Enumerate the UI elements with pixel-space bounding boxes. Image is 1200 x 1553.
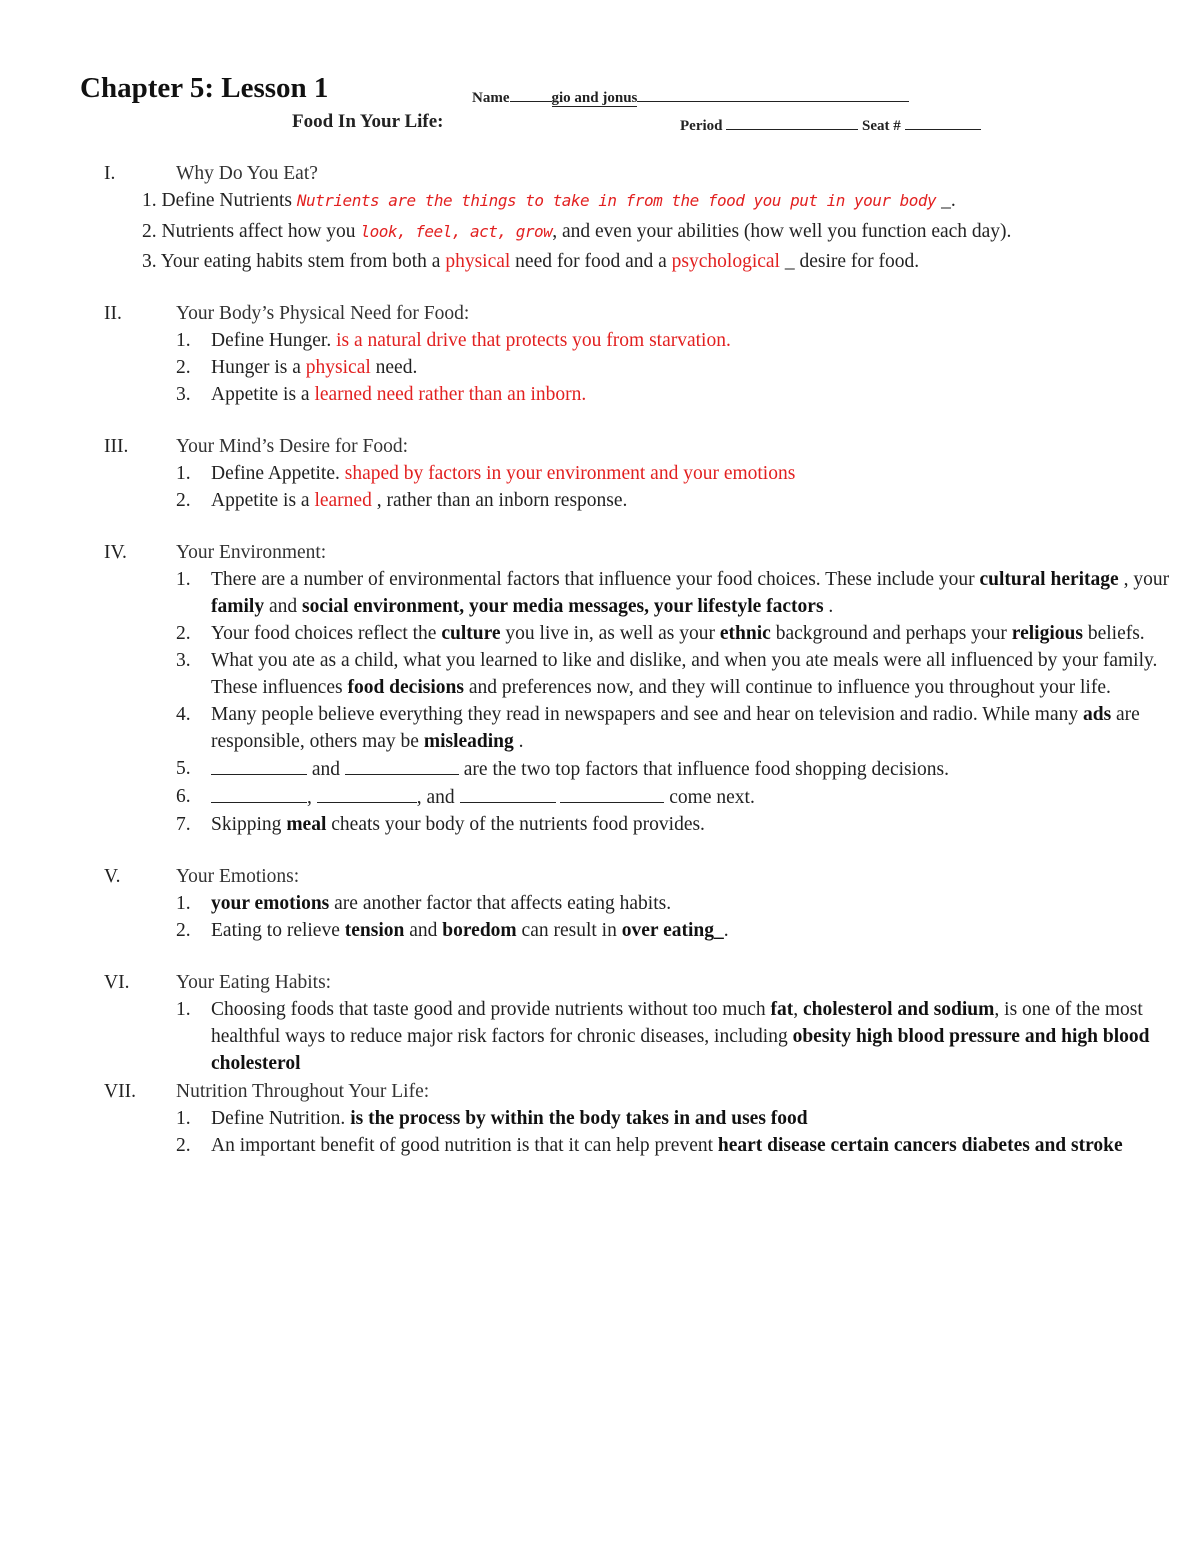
list-item: 5. and are the two top factors that influence food shopping decisions. bbox=[176, 755, 1200, 783]
section-heading: Your Body’s Physical Need for Food: bbox=[176, 303, 470, 324]
list-item: 2. Nutrients affect how you look, feel, act, grow, and even your abilities (how well you function each day). bbox=[142, 221, 1012, 242]
blank-line bbox=[211, 755, 307, 775]
list-item: 4. Many people believe everything they read in newspapers and see and hear on television and radio. While many ads are responsible, others may be misleading . bbox=[176, 704, 1140, 752]
list-item: 6. , , and come next. bbox=[176, 783, 1200, 811]
answer-text: physical bbox=[305, 357, 371, 378]
section-why-eat bbox=[0, 160, 1200, 275]
blank-line bbox=[345, 755, 459, 775]
section-numeral: III. bbox=[104, 436, 129, 457]
name-label: Name bbox=[472, 90, 510, 106]
period-seat-fields bbox=[680, 114, 981, 135]
section-mind-desire bbox=[0, 433, 1200, 514]
handwritten-answer: Nutrients are the things to take in from the food you put in your body bbox=[296, 191, 937, 210]
list-item: 3. Your eating habits stem from both a physical need for food and a psychological _ desire for food. bbox=[142, 251, 920, 272]
section-heading: Nutrition Throughout Your Life: bbox=[176, 1081, 430, 1102]
section-nutrition-life bbox=[0, 1078, 1200, 1159]
section-numeral: I. bbox=[104, 163, 116, 184]
section-numeral: VI. bbox=[104, 972, 130, 993]
answer-text: learned need rather than an inborn. bbox=[314, 384, 587, 405]
blank-line bbox=[460, 783, 556, 803]
page-subtitle: Food In Your Life: bbox=[292, 111, 444, 132]
list-item: 1. Define Appetite. shaped by factors in your environment and your emotions bbox=[176, 463, 796, 484]
section-numeral: VII. bbox=[104, 1081, 136, 1102]
section-heading: Your Emotions: bbox=[176, 866, 300, 887]
section-numeral: IV. bbox=[104, 542, 127, 563]
list-item: 1. your emotions are another factor that affects eating habits. bbox=[176, 893, 672, 914]
section-physical-need bbox=[0, 300, 1200, 408]
list-item: 1. Define Hunger. is a natural drive that protects you from starvation. bbox=[176, 330, 731, 351]
list-item: 2. Hunger is a physical need. bbox=[176, 357, 418, 378]
list-item: 2. An important benefit of good nutrition is that it can help prevent heart disease certain cancers diabetes and stroke bbox=[176, 1135, 1123, 1156]
section-heading: Your Eating Habits: bbox=[176, 972, 332, 993]
section-heading: Why Do You Eat? bbox=[176, 163, 318, 184]
name-value: gio and jonus bbox=[551, 90, 638, 106]
answer-text: shaped by factors in your environment and your emotions bbox=[344, 463, 796, 484]
list-item: 3. What you ate as a child, what you learned to like and dislike, and when you ate meals were all influenced by your family. These influences food decisions and preferences now, and they will continue to influence you throughout your life. bbox=[176, 650, 1158, 698]
section-heading: Your Mind’s Desire for Food: bbox=[176, 436, 409, 457]
section-numeral: V. bbox=[104, 866, 121, 887]
answer-text: learned bbox=[314, 490, 372, 511]
answer-text: physical bbox=[445, 251, 511, 272]
list-item: 1. Choosing foods that taste good and provide nutrients without too much fat, cholesterol and sodium, is one of the most healthful ways to reduce major risk factors for chronic diseases, including obesity high blood pressure and high blood cholesterol bbox=[176, 999, 1150, 1074]
period-label: Period bbox=[680, 118, 723, 134]
list-item: 2. Appetite is a learned , rather than an inborn response. bbox=[176, 490, 628, 511]
list-item: 1. Define Nutrition. is the process by within the body takes in and uses food bbox=[176, 1108, 808, 1129]
list-item: 2. Eating to relieve tension and boredom can result in over eating_. bbox=[176, 920, 729, 941]
list-item: 1. Define Nutrients Nutrients are the things to take in from the food you put in your body _. bbox=[142, 190, 956, 211]
list-item: 3. Appetite is a learned need rather than an inborn. bbox=[176, 384, 587, 405]
handwritten-answer: look, feel, act, grow bbox=[360, 222, 553, 241]
list-item: 1. There are a number of environmental factors that influence your food choices. These include your cultural heritage , your family and social environment, your media messages, your lifestyle factors . bbox=[176, 569, 1170, 617]
answer-text: is a natural drive that protects you from starvation. bbox=[336, 330, 731, 351]
section-eating-habits bbox=[0, 969, 1200, 1077]
list-item: 7. Skipping meal cheats your body of the nutrients food provides. bbox=[176, 814, 705, 835]
blank-line bbox=[560, 783, 664, 803]
blank-line bbox=[317, 783, 417, 803]
blank-line bbox=[211, 783, 307, 803]
answer-text: psychological bbox=[671, 251, 780, 272]
seat-label: Seat # bbox=[862, 118, 901, 134]
section-numeral: II. bbox=[104, 303, 122, 324]
page-title: Chapter 5: Lesson 1 bbox=[80, 72, 329, 104]
section-heading: Your Environment: bbox=[176, 542, 327, 563]
list-item: 2. Your food choices reflect the culture you live in, as well as your ethnic background and perhaps your religious beliefs. bbox=[176, 623, 1145, 644]
section-emotions bbox=[0, 863, 1200, 944]
name-field bbox=[472, 86, 909, 107]
section-environment bbox=[0, 539, 1200, 838]
